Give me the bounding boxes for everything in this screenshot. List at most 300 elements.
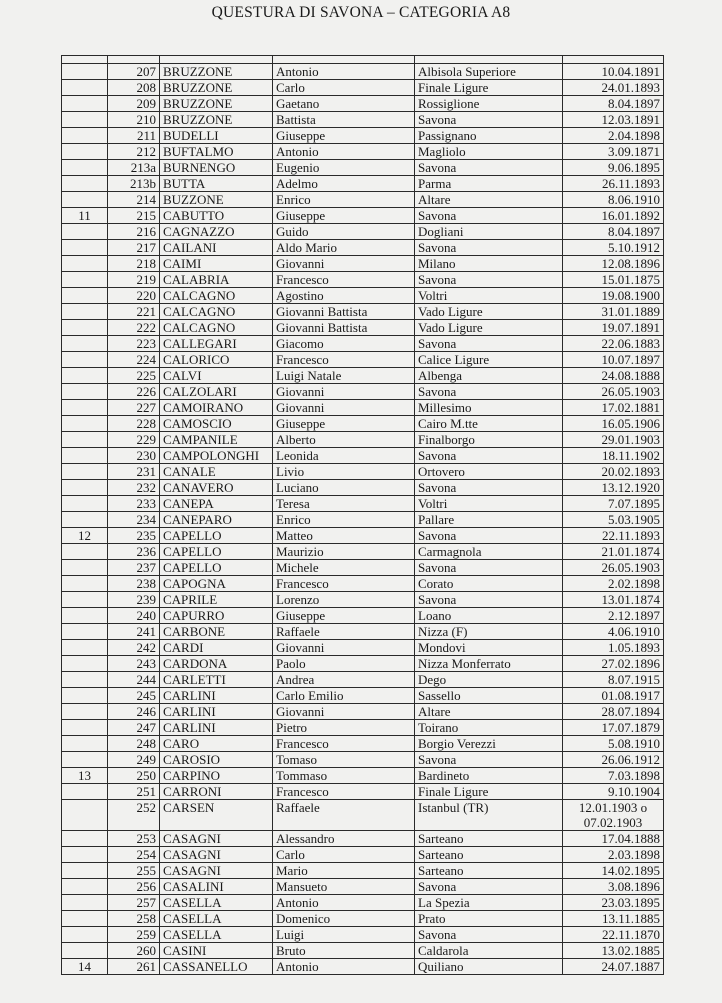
page-number-cell bbox=[62, 192, 108, 208]
birthdate-cell: 14.02.1895 bbox=[563, 863, 664, 879]
table-row bbox=[62, 384, 664, 400]
record-number-cell: 221 bbox=[108, 304, 160, 320]
table-row bbox=[62, 672, 664, 688]
first-name-cell: Mansueto bbox=[273, 879, 415, 895]
page-number-cell bbox=[62, 176, 108, 192]
first-name-cell: Giovanni bbox=[273, 400, 415, 416]
record-number-cell: 222 bbox=[108, 320, 160, 336]
birthplace-cell: Savona bbox=[415, 112, 563, 128]
table-row bbox=[62, 432, 664, 448]
page-number-cell bbox=[62, 160, 108, 176]
birthplace-cell: Finalborgo bbox=[415, 432, 563, 448]
birthdate-cell: 16.05.1906 bbox=[563, 416, 664, 432]
birthplace-cell: Parma bbox=[415, 176, 563, 192]
surname-cell: CALCAGNO bbox=[160, 288, 273, 304]
first-name-cell: Francesco bbox=[273, 272, 415, 288]
birthplace-cell: Finale Ligure bbox=[415, 80, 563, 96]
first-name-cell: Antonio bbox=[273, 959, 415, 975]
birthdate-cell: 13.02.1885 bbox=[563, 943, 664, 959]
birthplace-cell: Magliolo bbox=[415, 144, 563, 160]
birthplace-cell: Savona bbox=[415, 272, 563, 288]
record-number-cell: 234 bbox=[108, 512, 160, 528]
first-name-cell: Giuseppe bbox=[273, 608, 415, 624]
surname-cell: CAPOGNA bbox=[160, 576, 273, 592]
birthplace-cell: Savona bbox=[415, 160, 563, 176]
surname-cell: CAMOIRANO bbox=[160, 400, 273, 416]
birthdate-cell: 18.11.1902 bbox=[563, 448, 664, 464]
page-number-cell bbox=[62, 800, 108, 831]
record-number-cell: 251 bbox=[108, 784, 160, 800]
birthdate-cell: 12.03.1891 bbox=[563, 112, 664, 128]
table-row bbox=[62, 416, 664, 432]
birthdate-cell: 20.02.1893 bbox=[563, 464, 664, 480]
surname-cell: CALORICO bbox=[160, 352, 273, 368]
birthdate-cell: 4.06.1910 bbox=[563, 624, 664, 640]
birthdate-cell: 3.09.1871 bbox=[563, 144, 664, 160]
table-row bbox=[62, 464, 664, 480]
record-number-cell: 232 bbox=[108, 480, 160, 496]
first-name-cell: Giuseppe bbox=[273, 208, 415, 224]
first-name-cell: Antonio bbox=[273, 64, 415, 80]
birthdate-cell: 26.05.1903 bbox=[563, 384, 664, 400]
birthplace-cell: Corato bbox=[415, 576, 563, 592]
page-number-cell bbox=[62, 368, 108, 384]
birthdate-cell: 31.01.1889 bbox=[563, 304, 664, 320]
table-row bbox=[62, 144, 664, 160]
surname-cell: CARLINI bbox=[160, 688, 273, 704]
table-row bbox=[62, 304, 664, 320]
surname-cell: CAPURRO bbox=[160, 608, 273, 624]
birthplace-cell: La Spezia bbox=[415, 895, 563, 911]
record-number-cell: 255 bbox=[108, 863, 160, 879]
table-row bbox=[62, 176, 664, 192]
surname-cell: CARLINI bbox=[160, 720, 273, 736]
surname-cell: CASELLA bbox=[160, 911, 273, 927]
first-name-cell: Leonida bbox=[273, 448, 415, 464]
birthdate-cell: 21.01.1874 bbox=[563, 544, 664, 560]
page-number-cell bbox=[62, 847, 108, 863]
page-number-cell bbox=[62, 128, 108, 144]
table-row bbox=[62, 400, 664, 416]
birthplace-cell: Altare bbox=[415, 192, 563, 208]
page-number-cell bbox=[62, 272, 108, 288]
surname-cell: CAMPOLONGHI bbox=[160, 448, 273, 464]
page-number-cell bbox=[62, 704, 108, 720]
table-row bbox=[62, 192, 664, 208]
page-number-cell: 12 bbox=[62, 528, 108, 544]
birthplace-cell: Loano bbox=[415, 608, 563, 624]
surname-cell: BURNENGO bbox=[160, 160, 273, 176]
table-row bbox=[62, 64, 664, 80]
register-body bbox=[62, 56, 664, 975]
birthplace-cell: Voltri bbox=[415, 288, 563, 304]
first-name-cell: Alberto bbox=[273, 432, 415, 448]
birthdate-cell: 26.11.1893 bbox=[563, 176, 664, 192]
first-name-cell: Agostino bbox=[273, 288, 415, 304]
surname-cell: CARLINI bbox=[160, 704, 273, 720]
first-name-cell: Antonio bbox=[273, 144, 415, 160]
page-number-cell bbox=[62, 400, 108, 416]
first-name-cell: Eugenio bbox=[273, 160, 415, 176]
table-row bbox=[62, 336, 664, 352]
first-name-cell: Giovanni Battista bbox=[273, 320, 415, 336]
table-row bbox=[62, 688, 664, 704]
first-name-cell: Giuseppe bbox=[273, 128, 415, 144]
page-number-cell bbox=[62, 464, 108, 480]
table-header-row bbox=[62, 56, 664, 64]
record-number-cell: 257 bbox=[108, 895, 160, 911]
table-row bbox=[62, 720, 664, 736]
table-row bbox=[62, 160, 664, 176]
birthplace-cell: Vado Ligure bbox=[415, 320, 563, 336]
table-row bbox=[62, 624, 664, 640]
first-name-cell: Enrico bbox=[273, 512, 415, 528]
birthplace-cell: Pallare bbox=[415, 512, 563, 528]
page-number-cell bbox=[62, 592, 108, 608]
surname-cell: CAILANI bbox=[160, 240, 273, 256]
page-number-cell bbox=[62, 64, 108, 80]
page-number-cell bbox=[62, 288, 108, 304]
table-row bbox=[62, 544, 664, 560]
first-name-cell: Giovanni bbox=[273, 256, 415, 272]
first-name-cell: Teresa bbox=[273, 496, 415, 512]
record-number-cell: 225 bbox=[108, 368, 160, 384]
record-number-cell: 253 bbox=[108, 831, 160, 847]
table-row bbox=[62, 512, 664, 528]
surname-cell: CAPELLO bbox=[160, 560, 273, 576]
page-number-cell bbox=[62, 112, 108, 128]
first-name-cell: Matteo bbox=[273, 528, 415, 544]
header-cell bbox=[108, 56, 160, 64]
record-number-cell: 223 bbox=[108, 336, 160, 352]
table-row bbox=[62, 560, 664, 576]
surname-cell: CARDI bbox=[160, 640, 273, 656]
birthplace-cell: Rossiglione bbox=[415, 96, 563, 112]
birthdate-cell: 2.02.1898 bbox=[563, 576, 664, 592]
page-number-cell bbox=[62, 512, 108, 528]
birthplace-cell: Dego bbox=[415, 672, 563, 688]
surname-cell: CASALINI bbox=[160, 879, 273, 895]
surname-cell: CANAVERO bbox=[160, 480, 273, 496]
record-number-cell: 240 bbox=[108, 608, 160, 624]
record-number-cell: 218 bbox=[108, 256, 160, 272]
record-number-cell: 241 bbox=[108, 624, 160, 640]
first-name-cell: Pietro bbox=[273, 720, 415, 736]
birthplace-cell: Ortovero bbox=[415, 464, 563, 480]
birthdate-cell bbox=[563, 800, 664, 831]
page-number-cell: 14 bbox=[62, 959, 108, 975]
surname-cell: CAPELLO bbox=[160, 528, 273, 544]
record-number-cell: 260 bbox=[108, 943, 160, 959]
record-number-cell: 226 bbox=[108, 384, 160, 400]
record-number-cell: 208 bbox=[108, 80, 160, 96]
surname-cell: CARPINO bbox=[160, 768, 273, 784]
birthplace-cell: Savona bbox=[415, 528, 563, 544]
record-number-cell: 242 bbox=[108, 640, 160, 656]
surname-cell: CAIMI bbox=[160, 256, 273, 272]
birthplace-cell: Savona bbox=[415, 879, 563, 895]
record-number-cell: 217 bbox=[108, 240, 160, 256]
first-name-cell: Carlo Emilio bbox=[273, 688, 415, 704]
birthdate-cell: 24.07.1887 bbox=[563, 959, 664, 975]
birthplace-cell: Caldarola bbox=[415, 943, 563, 959]
page-number-cell bbox=[62, 863, 108, 879]
birthplace-cell: Savona bbox=[415, 448, 563, 464]
record-number-cell: 259 bbox=[108, 927, 160, 943]
record-number-cell: 213a bbox=[108, 160, 160, 176]
birthplace-cell: Albisola Superiore bbox=[415, 64, 563, 80]
birthplace-cell: Cairo M.tte bbox=[415, 416, 563, 432]
birthdate-cell: 10.04.1891 bbox=[563, 64, 664, 80]
page-number-cell bbox=[62, 336, 108, 352]
surname-cell: CAMOSCIO bbox=[160, 416, 273, 432]
surname-cell: CALCAGNO bbox=[160, 320, 273, 336]
header-cell bbox=[160, 56, 273, 64]
birthplace-cell: Sarteano bbox=[415, 847, 563, 863]
birthplace-cell: Savona bbox=[415, 927, 563, 943]
birthdate-cell: 9.06.1895 bbox=[563, 160, 664, 176]
birthplace-cell: Savona bbox=[415, 592, 563, 608]
birthplace-cell: Quiliano bbox=[415, 959, 563, 975]
first-name-cell: Carlo bbox=[273, 80, 415, 96]
table-row bbox=[62, 352, 664, 368]
birthdate-cell: 24.08.1888 bbox=[563, 368, 664, 384]
birthdate-cell: 12.08.1896 bbox=[563, 256, 664, 272]
page-number-cell bbox=[62, 544, 108, 560]
first-name-cell: Luciano bbox=[273, 480, 415, 496]
page-number-cell bbox=[62, 96, 108, 112]
page-number-cell bbox=[62, 240, 108, 256]
birthplace-cell: Savona bbox=[415, 208, 563, 224]
table-row bbox=[62, 943, 664, 959]
page-number-cell: 13 bbox=[62, 768, 108, 784]
first-name-cell: Mario bbox=[273, 863, 415, 879]
birthplace-cell: Toirano bbox=[415, 720, 563, 736]
page-number-cell bbox=[62, 256, 108, 272]
surname-cell: CAGNAZZO bbox=[160, 224, 273, 240]
birthplace-cell: Finale Ligure bbox=[415, 784, 563, 800]
first-name-cell: Tomaso bbox=[273, 752, 415, 768]
birthdate-cell: 8.04.1897 bbox=[563, 224, 664, 240]
table-row bbox=[62, 911, 664, 927]
record-number-cell: 233 bbox=[108, 496, 160, 512]
record-number-cell: 229 bbox=[108, 432, 160, 448]
page-number-cell bbox=[62, 895, 108, 911]
record-number-cell: 245 bbox=[108, 688, 160, 704]
surname-cell: CASSANELLO bbox=[160, 959, 273, 975]
page-number-cell bbox=[62, 144, 108, 160]
first-name-cell: Alessandro bbox=[273, 831, 415, 847]
table-row bbox=[62, 704, 664, 720]
table-row bbox=[62, 784, 664, 800]
page-number-cell bbox=[62, 416, 108, 432]
birthdate-cell: 26.06.1912 bbox=[563, 752, 664, 768]
table-row bbox=[62, 576, 664, 592]
first-name-cell: Tommaso bbox=[273, 768, 415, 784]
first-name-cell: Bruto bbox=[273, 943, 415, 959]
first-name-cell: Giovanni bbox=[273, 384, 415, 400]
birthdate-cell: 26.05.1903 bbox=[563, 560, 664, 576]
birthdate-cell: 23.03.1895 bbox=[563, 895, 664, 911]
record-number-cell: 239 bbox=[108, 592, 160, 608]
surname-cell: CALVI bbox=[160, 368, 273, 384]
birthplace-cell: Albenga bbox=[415, 368, 563, 384]
table-row bbox=[62, 272, 664, 288]
birthplace-cell: Passignano bbox=[415, 128, 563, 144]
table-row bbox=[62, 528, 664, 544]
table-row bbox=[62, 863, 664, 879]
record-number-cell: 219 bbox=[108, 272, 160, 288]
surname-cell: CABUTTO bbox=[160, 208, 273, 224]
table-row bbox=[62, 496, 664, 512]
header-cell bbox=[415, 56, 563, 64]
surname-cell: CASAGNI bbox=[160, 863, 273, 879]
surname-cell: CARDONA bbox=[160, 656, 273, 672]
first-name-cell: Francesco bbox=[273, 784, 415, 800]
birthplace-cell: Sarteano bbox=[415, 831, 563, 847]
record-number-cell: 224 bbox=[108, 352, 160, 368]
header-cell bbox=[62, 56, 108, 64]
table-row bbox=[62, 847, 664, 863]
first-name-cell: Aldo Mario bbox=[273, 240, 415, 256]
birthdate-alt-line: 07.02.1903 bbox=[583, 815, 643, 830]
surname-cell: CALCAGNO bbox=[160, 304, 273, 320]
record-number-cell: 213b bbox=[108, 176, 160, 192]
birthdate-cell: 8.04.1897 bbox=[563, 96, 664, 112]
first-name-cell: Livio bbox=[273, 464, 415, 480]
surname-cell: CALABRIA bbox=[160, 272, 273, 288]
first-name-cell: Luigi bbox=[273, 927, 415, 943]
surname-cell: CASAGNI bbox=[160, 831, 273, 847]
record-number-cell: 215 bbox=[108, 208, 160, 224]
table-row bbox=[62, 368, 664, 384]
surname-cell: CAROSIO bbox=[160, 752, 273, 768]
record-number-cell: 258 bbox=[108, 911, 160, 927]
record-number-cell: 261 bbox=[108, 959, 160, 975]
table-row bbox=[62, 640, 664, 656]
page-number-cell bbox=[62, 496, 108, 512]
table-row bbox=[62, 320, 664, 336]
birthdate-cell: 19.07.1891 bbox=[563, 320, 664, 336]
birthplace-cell: Altare bbox=[415, 704, 563, 720]
page-number-cell bbox=[62, 656, 108, 672]
first-name-cell: Michele bbox=[273, 560, 415, 576]
table-row bbox=[62, 288, 664, 304]
birthdate-cell: 17.02.1881 bbox=[563, 400, 664, 416]
record-number-cell: 228 bbox=[108, 416, 160, 432]
surname-cell: CASINI bbox=[160, 943, 273, 959]
surname-cell: CANEPARO bbox=[160, 512, 273, 528]
table-row bbox=[62, 800, 664, 831]
table-row bbox=[62, 768, 664, 784]
surname-cell: CARO bbox=[160, 736, 273, 752]
table-row bbox=[62, 96, 664, 112]
birthplace-cell: Savona bbox=[415, 240, 563, 256]
table-row bbox=[62, 480, 664, 496]
surname-cell: CALLEGARI bbox=[160, 336, 273, 352]
first-name-cell: Guido bbox=[273, 224, 415, 240]
first-name-cell: Giovanni bbox=[273, 640, 415, 656]
birthplace-cell: Savona bbox=[415, 752, 563, 768]
page-number-cell bbox=[62, 320, 108, 336]
record-number-cell: 236 bbox=[108, 544, 160, 560]
page-title: QUESTURA DI SAVONA – CATEGORIA A8 bbox=[211, 4, 511, 21]
first-name-cell: Francesco bbox=[273, 736, 415, 752]
table-row bbox=[62, 608, 664, 624]
birthdate-cell: 5.03.1905 bbox=[563, 512, 664, 528]
surname-cell: CANEPA bbox=[160, 496, 273, 512]
page-number-cell bbox=[62, 608, 108, 624]
page-number-cell bbox=[62, 80, 108, 96]
surname-cell: BUTTA bbox=[160, 176, 273, 192]
surname-cell: CAPELLO bbox=[160, 544, 273, 560]
page-number-cell bbox=[62, 304, 108, 320]
page-number-cell bbox=[62, 688, 108, 704]
birthdate-line: 12.01.1903 o bbox=[578, 800, 648, 815]
birthdate-cell: 2.12.1897 bbox=[563, 608, 664, 624]
page-number-cell bbox=[62, 224, 108, 240]
birthplace-cell: Millesimo bbox=[415, 400, 563, 416]
birthplace-cell: Carmagnola bbox=[415, 544, 563, 560]
page-number-cell bbox=[62, 784, 108, 800]
record-number-cell: 211 bbox=[108, 128, 160, 144]
first-name-cell: Antonio bbox=[273, 895, 415, 911]
table-row bbox=[62, 656, 664, 672]
record-number-cell: 247 bbox=[108, 720, 160, 736]
birthdate-cell: 01.08.1917 bbox=[563, 688, 664, 704]
surname-cell: CARLETTI bbox=[160, 672, 273, 688]
table-row bbox=[62, 959, 664, 975]
first-name-cell: Francesco bbox=[273, 352, 415, 368]
first-name-cell: Andrea bbox=[273, 672, 415, 688]
first-name-cell: Enrico bbox=[273, 192, 415, 208]
birthplace-cell: Mondovi bbox=[415, 640, 563, 656]
record-number-cell: 227 bbox=[108, 400, 160, 416]
birthdate-cell: 9.10.1904 bbox=[563, 784, 664, 800]
first-name-cell: Lorenzo bbox=[273, 592, 415, 608]
first-name-cell: Paolo bbox=[273, 656, 415, 672]
page-number-cell bbox=[62, 560, 108, 576]
first-name-cell: Luigi Natale bbox=[273, 368, 415, 384]
surname-cell: CAPRILE bbox=[160, 592, 273, 608]
birthdate-cell: 15.01.1875 bbox=[563, 272, 664, 288]
surname-cell: CASELLA bbox=[160, 927, 273, 943]
table-row bbox=[62, 895, 664, 911]
table-row bbox=[62, 879, 664, 895]
record-number-cell: 250 bbox=[108, 768, 160, 784]
record-number-cell: 220 bbox=[108, 288, 160, 304]
birthdate-cell: 13.01.1874 bbox=[563, 592, 664, 608]
page-number-cell bbox=[62, 480, 108, 496]
birthplace-cell: Dogliani bbox=[415, 224, 563, 240]
record-number-cell: 244 bbox=[108, 672, 160, 688]
first-name-cell: Francesco bbox=[273, 576, 415, 592]
surname-cell: CAMPANILE bbox=[160, 432, 273, 448]
table-row bbox=[62, 128, 664, 144]
surname-cell: BRUZZONE bbox=[160, 80, 273, 96]
page-number-cell bbox=[62, 432, 108, 448]
birthplace-cell: Nizza (F) bbox=[415, 624, 563, 640]
first-name-cell: Giacomo bbox=[273, 336, 415, 352]
birthdate-cell: 5.10.1912 bbox=[563, 240, 664, 256]
table-row bbox=[62, 80, 664, 96]
surname-cell: CANALE bbox=[160, 464, 273, 480]
first-name-cell: Carlo bbox=[273, 847, 415, 863]
page-number-cell bbox=[62, 624, 108, 640]
record-number-cell: 235 bbox=[108, 528, 160, 544]
birthplace-cell: Vado Ligure bbox=[415, 304, 563, 320]
first-name-cell: Domenico bbox=[273, 911, 415, 927]
